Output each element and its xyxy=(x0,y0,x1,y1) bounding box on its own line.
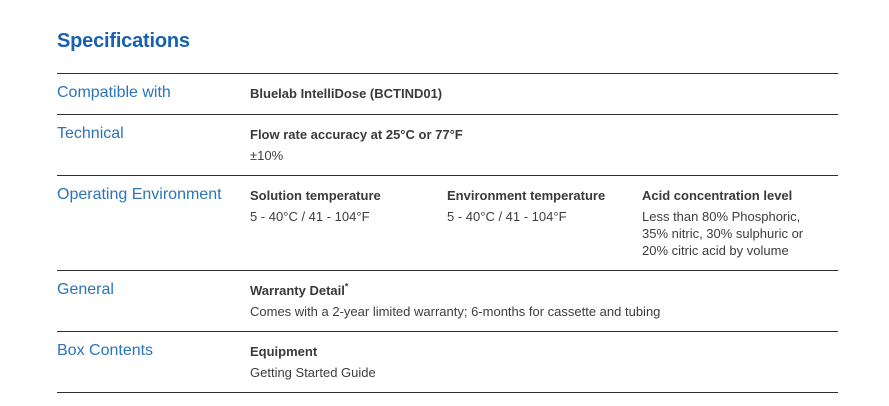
spec-cell-solution-temperature xyxy=(250,187,447,259)
cell-heading xyxy=(250,187,437,205)
cell-heading-text: Acid concentration level xyxy=(642,188,793,203)
cell-heading xyxy=(447,187,632,205)
cell-value: ±10% xyxy=(250,148,284,163)
cell-value: Comes with a 2-year limited warranty; 6-months for cassette and tubing xyxy=(250,304,661,319)
spec-row-box-contents xyxy=(57,331,838,392)
cell-heading-text: Bluelab IntelliDose (BCTIND01) xyxy=(250,86,443,101)
cell-heading xyxy=(250,343,828,361)
spec-row-general xyxy=(57,270,838,331)
cell-value: 5 - 40°C / 41 - 104°F xyxy=(250,209,370,224)
cell-heading xyxy=(642,187,828,205)
cell-heading xyxy=(250,126,828,144)
page-title: Specifications xyxy=(57,30,190,52)
cell-heading-text: Equipment xyxy=(250,344,318,359)
spec-row-operating-environment xyxy=(57,175,838,270)
row-cells xyxy=(250,124,838,164)
row-label: General xyxy=(57,281,114,298)
row-cells xyxy=(250,280,838,320)
spec-cell-warranty xyxy=(250,282,838,320)
cell-heading-text: Solution temperature xyxy=(250,188,381,203)
spec-table xyxy=(57,73,838,393)
cell-heading-text: Flow rate accuracy at 25°C or 77°F xyxy=(250,127,463,142)
spec-cell xyxy=(250,126,838,164)
spec-row-technical xyxy=(57,114,838,175)
spec-cell-equipment xyxy=(250,343,838,381)
spec-cell-acid-concentration xyxy=(642,187,838,259)
cell-value: 5 - 40°C / 41 - 104°F xyxy=(447,209,567,224)
cell-heading-text: Environment temperature xyxy=(447,188,606,203)
cell-heading-text: Warranty Detail xyxy=(250,283,345,298)
cell-heading xyxy=(250,282,828,300)
footnote-asterisk: * xyxy=(344,281,349,292)
row-label: Technical xyxy=(57,125,124,142)
spec-cell xyxy=(250,85,838,103)
row-label: Box Contents xyxy=(57,342,154,359)
cell-value: Less than 80% Phosphoric, 35% nitric, 30% sulphuric or 20% citric acid by volume xyxy=(642,209,804,258)
cell-value: Getting Started Guide xyxy=(250,365,376,380)
row-label: Operating Environment xyxy=(57,186,222,203)
spec-row-compatible-with xyxy=(57,73,838,114)
row-cells xyxy=(250,185,838,259)
row-cells xyxy=(250,341,838,381)
row-label: Compatible with xyxy=(57,84,171,101)
cell-heading xyxy=(250,85,828,103)
row-cells xyxy=(250,83,838,103)
spec-cell-environment-temperature xyxy=(447,187,642,259)
